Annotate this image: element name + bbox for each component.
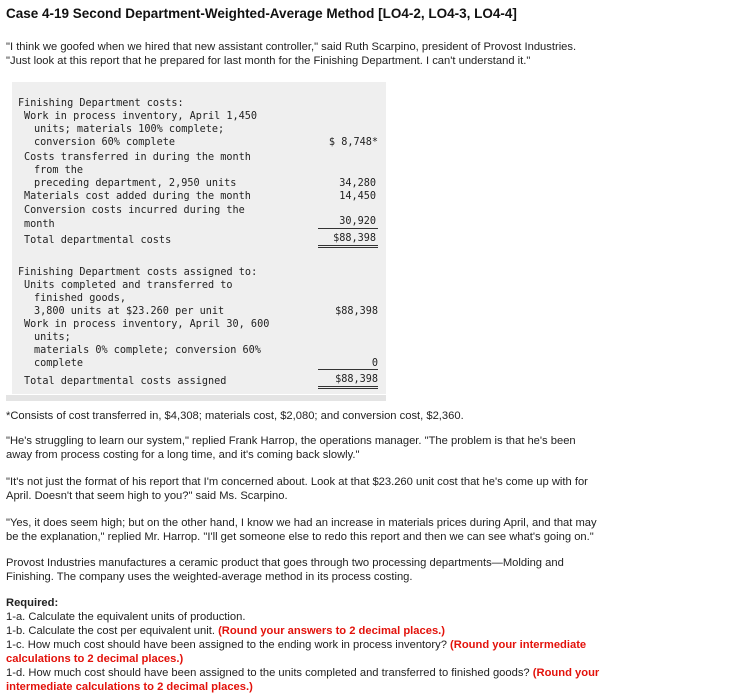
conversion-line: Conversion costs incurred during the: [24, 205, 245, 216]
company-paragraph: [6, 556, 736, 584]
completed-line: finished goods,: [34, 293, 127, 304]
table-bottom-strip: [6, 395, 386, 401]
wip-line: Work in process inventory, April 1,450: [24, 111, 258, 122]
wip-line: conversion 60% complete: [34, 137, 176, 148]
assigned-subtotal-rule: [318, 369, 378, 370]
question-1c: [6, 638, 736, 652]
intro-line: "I think we goofed when we hired that new assistant controller," said Ruth Scarpino, president of Provost Industries.: [6, 41, 577, 53]
assigned-total-amount: $88,398: [335, 374, 378, 385]
completed-amount: $88,398: [335, 306, 378, 317]
intro-paragraph: [6, 40, 736, 68]
wip-amount: $ 8,748*: [328, 137, 378, 148]
assigned-total-label: Total departmental costs assigned: [24, 376, 227, 387]
assigned-total-rule-2: [318, 388, 378, 389]
materials-line: Materials cost added during the month: [24, 191, 251, 202]
rounding-note: (Round your intermediate: [450, 639, 587, 651]
intro-line: "Just look at this report that he prepared for last month for the Finishing Department. I can't understand it.": [6, 55, 531, 67]
dialogue-line: April. Doesn't that seem high to you?" said Ms. Scarpino.: [6, 490, 288, 502]
wip-line: units; materials 100% complete;: [34, 124, 225, 135]
rounding-note-continued: calculations to 2 decimal places.): [6, 653, 184, 665]
question-1b: [6, 624, 736, 638]
total-rule-1: [318, 245, 378, 246]
dialogue-line: "Yes, it does seem high; but on the other hand, I know we had an increase in materials prices during April, and that may: [6, 517, 597, 529]
required-list: [6, 610, 736, 694]
rounding-note: (Round your: [532, 667, 600, 679]
company-line: Provost Industries manufactures a ceramic product that goes through two processing departments—Molding and: [6, 557, 564, 569]
conversion-amount: 30,920: [339, 216, 376, 227]
subtotal-rule: [318, 228, 378, 229]
question-1d-text: 1-d. How much cost should have been assigned to the units completed and transferred to finished goods?: [6, 667, 530, 679]
question-1a: 1-a. Calculate the equivalent units of production.: [6, 611, 246, 623]
case-title: Case 4-19 Second Department-Weighted-Average Method [LO4-2, LO4-3, LO4-4]: [6, 6, 517, 21]
transferred-line: from the: [34, 165, 84, 176]
required-heading: Required:: [6, 597, 59, 609]
dialogue-line: "It's not just the format of his report that I'm concerned about. Look at that $23.260 unit cost that he's come up with for: [6, 476, 588, 488]
dialogue-paragraph: [6, 434, 736, 462]
costs-heading: Finishing Department costs:: [18, 98, 184, 109]
dialogue-line: "He's struggling to learn our system," replied Frank Harrop, the operations manager. "The problem is that he's been: [6, 435, 576, 447]
ending-wip-line: units;: [34, 332, 71, 343]
transferred-amount: 34,280: [339, 178, 376, 189]
total-label: Total departmental costs: [24, 235, 172, 246]
assigned-heading: Finishing Department costs assigned to:: [18, 267, 258, 278]
dialogue-paragraph: [6, 475, 736, 503]
assigned-total-rule-1: [318, 386, 378, 387]
dialogue-paragraph: [6, 516, 736, 544]
completed-line: 3,800 units at $23.260 per unit: [34, 306, 225, 317]
conversion-line: month: [24, 219, 55, 230]
completed-line: Units completed and transferred to: [24, 280, 233, 291]
question-1d: [6, 666, 736, 680]
footnote: *Consists of cost transferred in, $4,308; materials cost, $2,080; and conversion cost, $2,360.: [6, 410, 464, 422]
rounding-note: (Round your answers to 2 decimal places.): [218, 625, 445, 637]
materials-amount: 14,450: [339, 191, 376, 202]
total-amount: $88,398: [333, 233, 376, 244]
dialogue-line: be the explanation," replied Mr. Harrop. "I'll get someone else to redo this report and then we can see what's going on.": [6, 531, 594, 543]
ending-wip-line: Work in process inventory, April 30, 600: [24, 319, 270, 330]
question-1b-text: 1-b. Calculate the cost per equivalent unit.: [6, 625, 215, 637]
question-1c-text: 1-c. How much cost should have been assigned to the ending work in process inventory?: [6, 639, 447, 651]
ending-wip-amount: 0: [371, 358, 378, 369]
transferred-line: preceding department, 2,950 units: [34, 178, 237, 189]
rounding-note-continued: intermediate calculations to 2 decimal places.): [6, 681, 253, 693]
total-rule-2: [318, 247, 378, 248]
ending-wip-line: materials 0% complete; conversion 60%: [34, 345, 261, 356]
company-line: Finishing. The company uses the weighted-average method in its process costing.: [6, 571, 413, 583]
transferred-line: Costs transferred in during the month: [24, 152, 251, 163]
ending-wip-line: complete: [34, 358, 84, 369]
finishing-report-table: [12, 82, 386, 394]
dialogue-line: away from process costing for a long time, and it's coming back slowly.": [6, 449, 360, 461]
